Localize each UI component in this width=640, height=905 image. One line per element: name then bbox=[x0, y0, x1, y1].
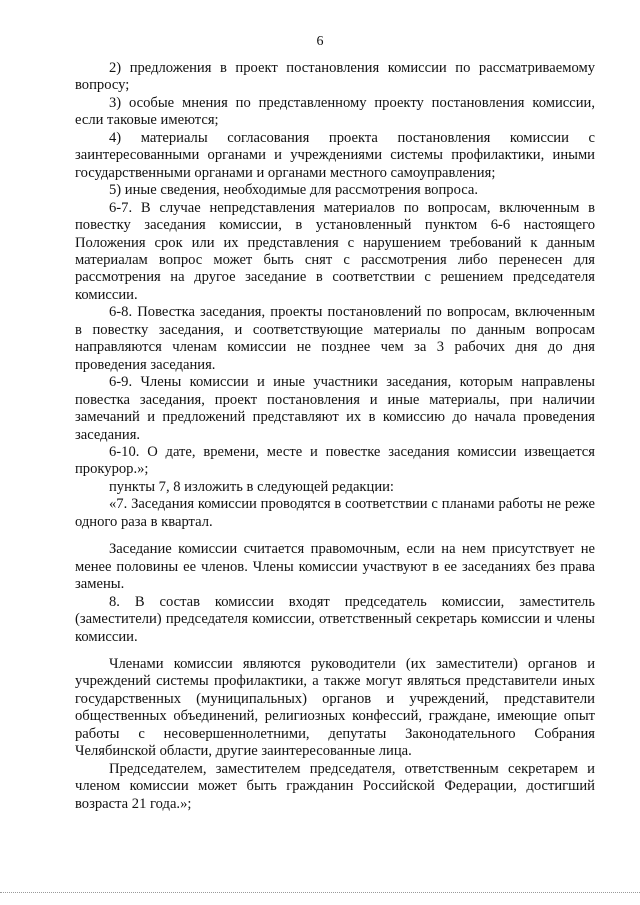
document-body bbox=[75, 60, 595, 813]
paragraph-eligibility: Председателем, заместителем председателя, ответственным секретарем и членом комиссии может быть гражданин Российской Федерации, достигший возраста 21 года.»; bbox=[75, 760, 595, 812]
paragraph-quorum: Заседание комиссии считается правомочным, если на нем присутствует не менее половины ее членов. Члены комиссии участвуют в ее заседаниях без права замены. bbox=[75, 541, 595, 593]
paragraph-8: 8. В состав комиссии входят председатель комиссии, заместитель (заместители) председателя комиссии, ответственный секретарь комиссии и члены комиссии. bbox=[75, 593, 595, 645]
paragraph-6-10: 6-10. О дате, времени, месте и повестке заседания комиссии извещается прокурор.»; bbox=[75, 443, 595, 478]
paragraph-6-7: 6-7. В случае непредставления материалов по вопросам, включенным в повестку заседания комиссии, в установленный пунктом 6-6 настоящего Положения срок или их представления с нарушением требований к данным материалам вопрос может быть снят с рассмотрения либо перенесен для рассмотрения на другое заседание в соответствии с решением председателя комиссии. bbox=[75, 199, 595, 303]
paragraph-approval-materials: 4) материалы согласования проекта постановления комиссии с заинтересованными органами и учреждениями системы профилактики, иными государственными органами и органами местного самоуправления; bbox=[75, 129, 595, 181]
paragraph-proposals: 2) предложения в проект постановления комиссии по рассматриваемому вопросу; bbox=[75, 60, 595, 94]
paragraph-special-opinions: 3) особые мнения по представленному проекту постановления комиссии, если таковые имеются; bbox=[75, 94, 595, 129]
paragraph-6-8: 6-8. Повестка заседания, проекты постановлений по вопросам, включенным в повестку заседания, и соответствующие материалы по данным вопросам направляются членам комиссии не позднее чем за 3 рабочих дня до дня проведения заседания. bbox=[75, 304, 595, 373]
paragraph-6-9: 6-9. Члены комиссии и иные участники заседания, которым направлены повестка заседания, проект постановления и иные материалы, при наличии замечаний и предложений представляют их в комиссию до начала проведения заседания. bbox=[75, 374, 595, 443]
page-number: 6 bbox=[316, 34, 324, 49]
paragraph-items-7-8-intro: пункты 7, 8 изложить в следующей редакции: bbox=[109, 478, 394, 495]
page-bottom-border bbox=[0, 892, 640, 893]
paragraph-other-info: 5) иные сведения, необходимые для рассмотрения вопроса. bbox=[109, 182, 479, 199]
paragraph-members: Членами комиссии являются руководители (их заместители) органов и учреждений системы профилактики, а также могут являться представители иных государственных (муниципальных) органов и учреждений, представители общественных объединений, религиозных конфессий, граждане, имеющие опыт работы с несовершеннолетними, депутаты Законодательного Собрания Челябинской области, другие заинтересованные лица. bbox=[75, 655, 595, 760]
paragraph-7: «7. Заседания комиссии проводятся в соответствии с планами работы не реже одного раза в квартал. bbox=[75, 496, 595, 530]
